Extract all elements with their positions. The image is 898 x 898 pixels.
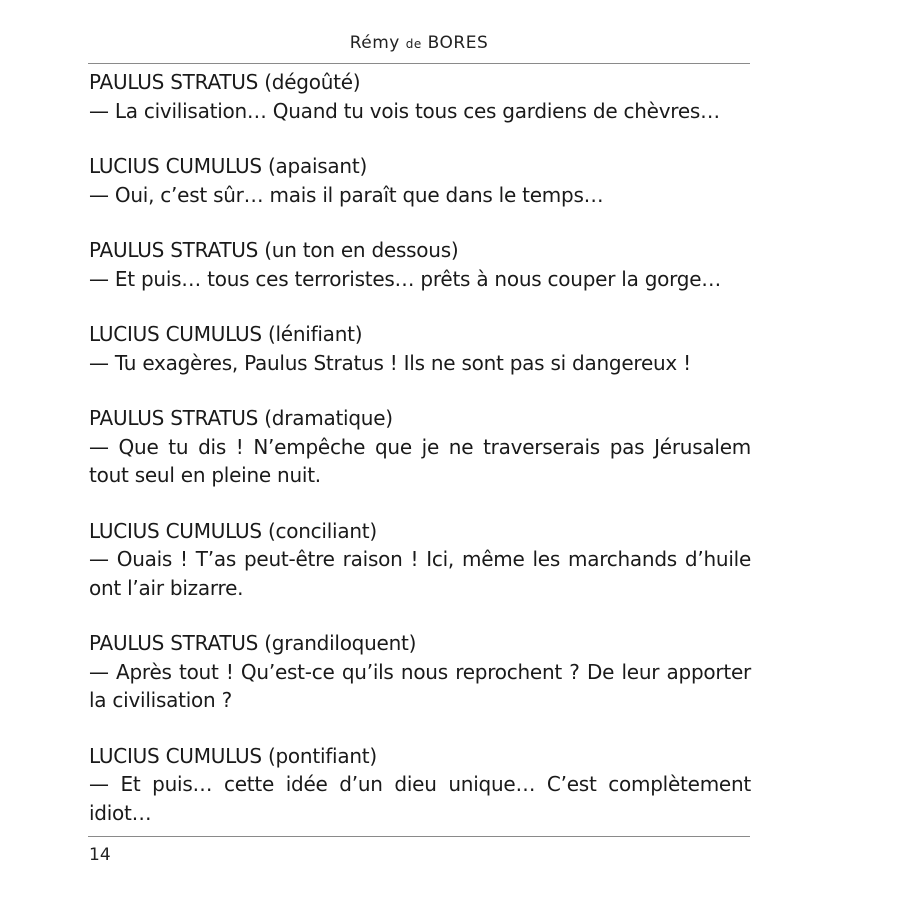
speech-text: — La civilisation… Quand tu vois tous ces gardiens de chèvres… [89, 98, 720, 123]
speaker-line [89, 629, 751, 658]
speaker-line [89, 152, 751, 181]
speaker-name: LUCIUS CUMULUS [89, 743, 262, 768]
speaker-line [89, 404, 751, 433]
speaker-name: LUCIUS CUMULUS [89, 518, 262, 543]
speech-text: — Après tout ! Qu’est-ce qu’ils nous reprochent ? De leur apporter la civilisation ? [89, 659, 751, 712]
speaker-name: PAULUS STRATUS [89, 406, 259, 430]
page-number: 14 [89, 845, 111, 865]
speaker-line [89, 236, 751, 265]
dialogue-block [89, 152, 751, 209]
speaker-name: LUCIUS CUMULUS [89, 322, 262, 346]
stage-direction: (lénifiant) [267, 322, 363, 346]
speaker-name: LUCIUS CUMULUS [89, 154, 262, 178]
speech-text: — Tu exagères, Paulus Stratus ! Ils ne sont pas si dangereux ! [89, 350, 691, 375]
stage-direction: (apaisant) [267, 154, 367, 178]
stage-direction: (grandiloquent) [264, 631, 417, 655]
footer-rule [88, 836, 750, 837]
dialogue-body [89, 68, 751, 854]
header-rule [88, 63, 750, 64]
speaker-line [89, 68, 751, 97]
dialogue-block [89, 68, 751, 125]
running-header [88, 33, 750, 53]
speech-text: — Et puis… tous ces terroristes… prêts à nous couper la gorge… [89, 266, 722, 291]
stage-direction: (un ton en dessous) [264, 238, 459, 262]
stage-direction: (pontifiant) [267, 743, 377, 768]
speech-text: — Ouais ! T’as peut-être raison ! Ici, même les marchands d’huile ont l’air bizarre. [89, 547, 751, 600]
speaker-line [89, 320, 751, 349]
stage-direction: (dégoûté) [264, 70, 361, 94]
speaker-line [89, 742, 751, 771]
speech-text: — Oui, c’est sûr… mais il paraît que dans le temps… [89, 182, 604, 207]
speaker-name: PAULUS STRATUS [89, 238, 259, 262]
dialogue-block [89, 236, 751, 293]
speaker-name: PAULUS STRATUS [89, 631, 259, 655]
author-last-name: BORES [427, 33, 489, 53]
dialogue-block [89, 320, 751, 377]
speech-text: — Et puis… cette idée d’un dieu unique… C’est complètement idiot… [89, 772, 751, 825]
author-particle: de [405, 37, 422, 51]
author-first-name: Rémy [349, 33, 400, 53]
dialogue-block [89, 742, 751, 828]
speaker-line [89, 517, 751, 546]
speaker-name: PAULUS STRATUS [89, 70, 259, 94]
dialogue-block [89, 404, 751, 490]
dialogue-block [89, 629, 751, 715]
speech-text: — Que tu dis ! N’empêche que je ne traverserais pas Jérusalem tout seul en pleine nuit. [89, 434, 751, 487]
stage-direction: (conciliant) [267, 518, 377, 543]
dialogue-block [89, 517, 751, 603]
stage-direction: (dramatique) [264, 406, 393, 430]
